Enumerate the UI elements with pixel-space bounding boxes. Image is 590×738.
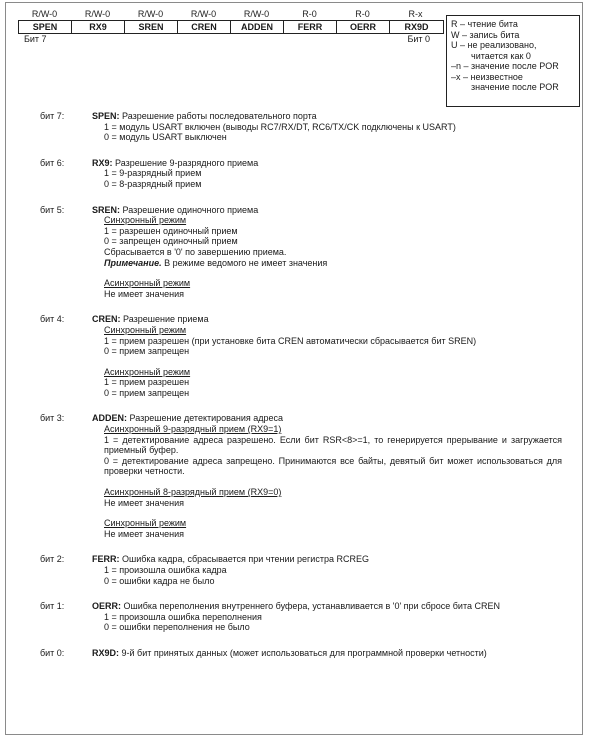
access-bit6: R/W-0 — [84, 9, 111, 19]
bit-name: RX9: — [92, 157, 113, 168]
bit-descriptions — [6, 111, 584, 674]
legend-box — [446, 15, 580, 107]
mode-heading: Асинхронный режим — [104, 278, 191, 289]
bit-1-section — [6, 601, 584, 633]
bit-name-rx9: RX9 — [72, 21, 125, 33]
bit-value-line: Не имеет значения — [104, 528, 185, 539]
legend-reads-zero: читается как 0 — [471, 50, 531, 61]
legend-unimplemented: U – не реализовано, — [451, 40, 537, 50]
access-row — [18, 9, 444, 20]
bit-range-row — [18, 34, 442, 45]
bit-value-line: 0 = модуль USART выключен — [104, 132, 227, 143]
bit-name-sren: SREN — [125, 21, 178, 33]
bit-value-line: 1 = произошла ошибка переполнения — [104, 611, 262, 622]
bit-value-line: Сбрасывается в '0' по завершению приема. — [104, 246, 287, 257]
access-bit5: R/W-0 — [137, 9, 164, 19]
bit-value-line: 0 = прием запрещен — [104, 387, 190, 398]
mode-heading: Асинхронный режим — [104, 366, 191, 377]
bit-number: бит 7: — [40, 111, 65, 121]
mode-heading: Асинхронный 9-разрядный прием (RX9=1) — [104, 424, 282, 435]
legend-unknown: –x – неизвестное — [451, 71, 523, 82]
bit-value-line: 0 = запрещен одиночный прием — [104, 236, 238, 247]
bit-number: бит 3: — [40, 413, 65, 424]
bit-value-line: 0 = прием запрещен — [104, 346, 190, 357]
bit-value-line: 0 = ошибки кадра не было — [104, 575, 215, 586]
bit-4-section — [6, 314, 584, 398]
bit-title: 9-й бит принятых данных (может использоваться для программной проверки четности) — [119, 647, 487, 658]
bit-3-section — [6, 413, 584, 539]
bit-name: ADDEN: — [92, 413, 127, 424]
bit-2-section — [6, 554, 584, 586]
bit-heading — [92, 314, 562, 325]
bit-name-ferr: FERR — [284, 21, 337, 33]
bit-heading — [92, 601, 562, 612]
bit-number: бит 5: — [40, 204, 65, 215]
bit-name: SREN: — [92, 204, 121, 215]
bit-5-section — [6, 205, 584, 300]
bit-name-oerr: OERR — [337, 21, 390, 33]
bit-heading — [92, 158, 562, 169]
bit-value-line: 1 = произошла ошибка кадра — [104, 565, 227, 575]
bit-name: SPEN: — [92, 111, 120, 121]
bit-value-line: Не имеет значения — [104, 497, 185, 508]
note-text: В режиме ведомого не имеет значения — [161, 257, 328, 268]
bit-value-line: Не имеет значения — [104, 288, 185, 299]
bit-value-paragraph: 0 = детектирование адреса запрещено. Принимаются все байты, девятый бит может использоваться для проверки четности. — [104, 455, 562, 477]
bit-value-line: 1 = прием разрешен (при установке бита CREN автоматически сбрасывается бит SREN) — [104, 335, 477, 346]
access-bit4: R/W-0 — [190, 9, 217, 19]
note-line — [92, 258, 562, 269]
bit-heading — [92, 413, 562, 424]
bit-name-cren: CREN — [178, 21, 231, 33]
legend-write: W – запись бита — [451, 29, 520, 40]
bit-number: бит 2: — [40, 554, 65, 565]
bit-right-label: Бит 0 — [407, 34, 430, 44]
mode-heading: Синхронный режим — [104, 324, 187, 335]
bit-value-line: 0 = ошибки переполнения не было — [104, 622, 250, 633]
access-bit2: R-0 — [302, 9, 317, 19]
bit-title: Разрешение одиночного приема — [120, 204, 259, 215]
bit-heading — [92, 111, 562, 122]
register-table — [18, 9, 444, 45]
bit-title: Ошибка переполнения внутреннего буфера, устанавливается в '0' при сбросе бита CREN — [121, 601, 500, 612]
bit-6-section — [6, 158, 584, 190]
bit-title: Ошибка кадра, сбрасывается при чтении регистра RCREG — [119, 554, 369, 565]
mode-heading: Асинхронный 8-разрядный прием (RX9=0) — [104, 487, 282, 498]
bit-value-paragraph: 1 = детектирование адреса разрешено. Если бит RSR<8>=1, то генерируется прерывание и загружается приемный буфер. — [104, 434, 562, 456]
access-bit3: R/W-0 — [243, 9, 270, 19]
bit-7-section — [6, 111, 584, 143]
bit-number: бит 1: — [40, 601, 65, 612]
access-bit0: R-x — [408, 9, 423, 19]
note-label: Примечание. — [104, 257, 162, 268]
bit-title: Разрешение работы последовательного порта — [119, 111, 317, 121]
bit-number: бит 4: — [40, 314, 65, 325]
bit-name-rx9d: RX9D — [404, 22, 429, 32]
bit-title: Разрешение приема — [120, 314, 209, 325]
bit-title: Разрешение 9-разрядного приема — [112, 157, 259, 168]
bit-value-line: 1 = модуль USART включен (выводы RC7/RX/DT, RC6/TX/CK подключены к USART) — [104, 121, 456, 132]
bit-name-adden: ADDEN — [231, 21, 284, 33]
bit-value-line: 1 = прием разрешен — [104, 377, 190, 388]
bit-name: RX9D: — [92, 647, 120, 658]
mode-heading: Синхронный режим — [104, 518, 187, 529]
legend-por-value: –n – значение после POR — [451, 61, 559, 71]
bit-names-row — [18, 20, 444, 34]
access-bit1: R-0 — [355, 9, 370, 19]
bit-heading — [92, 554, 562, 565]
bit-heading — [92, 648, 562, 659]
bit-number: бит 0: — [40, 647, 65, 658]
bit-title: Разрешение детектирования адреса — [127, 413, 283, 424]
register-page — [5, 2, 583, 735]
bit-name-spen: SPEN — [19, 21, 72, 33]
bit-name: OERR: — [92, 601, 121, 612]
mode-heading: Синхронный режим — [104, 215, 187, 226]
bit-name: FERR: — [92, 554, 120, 565]
access-bit7: R/W-0 — [31, 9, 58, 19]
legend-read: R – чтение бита — [451, 19, 518, 29]
bit-heading — [92, 205, 562, 216]
bit-name: CREN: — [92, 314, 121, 325]
bit-left-label: Бит 7 — [24, 34, 47, 44]
bit-value-line: 1 = разрешен одиночный прием — [104, 225, 238, 236]
bit-value-line: 1 = 9-разрядный прием — [104, 168, 202, 179]
bit-0-section — [6, 648, 584, 659]
bit-number: бит 6: — [40, 157, 65, 168]
bit-value-line: 0 = 8-разрядный прием — [104, 178, 202, 189]
legend-unknown-por: значение после POR — [471, 82, 559, 92]
